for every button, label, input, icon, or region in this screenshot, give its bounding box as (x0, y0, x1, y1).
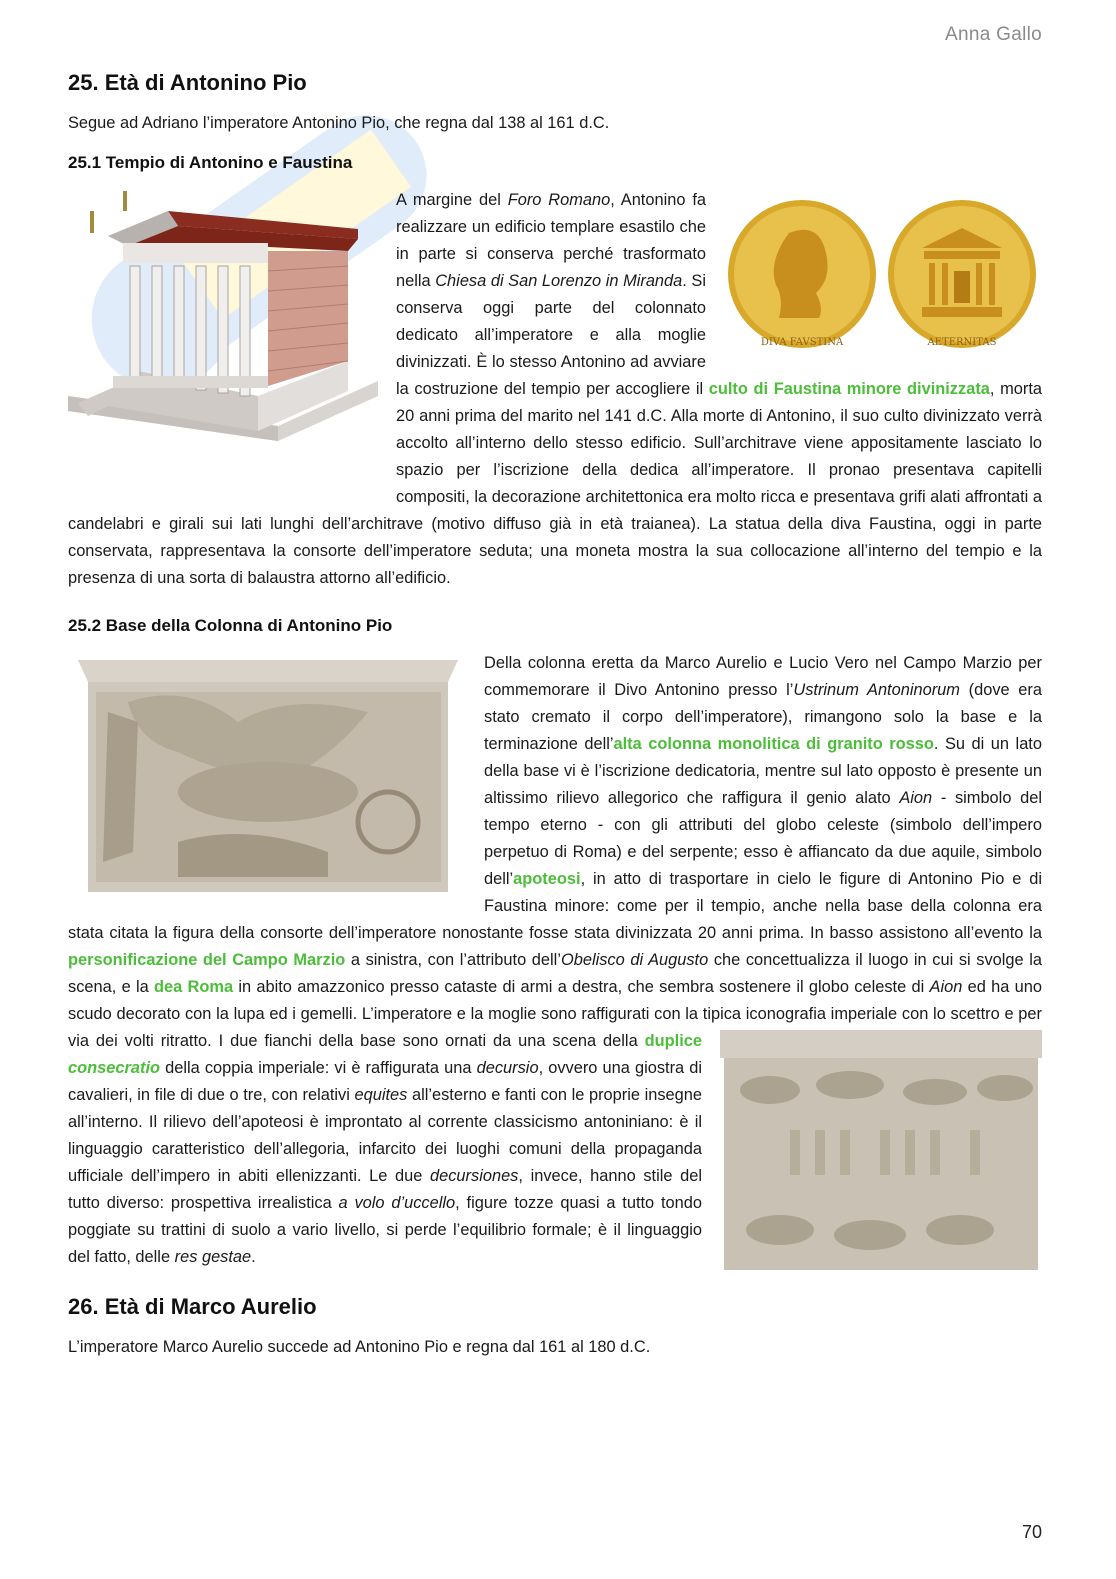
page-content (68, 62, 1042, 1369)
subsection-25-1-heading: 25.1 Tempio di Antonino e Faustina (68, 153, 353, 172)
svg-text:DIVA FAVSTINA: DIVA FAVSTINA (760, 337, 844, 348)
section-25-heading: 25. Età di Antonino Pio (68, 70, 307, 95)
faustina-coins-image (724, 193, 1042, 355)
section-26-intro: L’imperatore Marco Aurelio succede ad Antonino Pio e regna dal 161 al 180 d.C. (68, 1338, 651, 1356)
decursio-relief-image (720, 1030, 1042, 1274)
subsection-25-2-heading: 25.2 Base della Colonna di Antonino Pio (68, 616, 393, 635)
svg-text:AETERNITAS: AETERNITAS (927, 337, 997, 348)
column-paragraph: Della colonna eretta da Marco Aurelio e Lucio Vero nel Campo Marzio per commemorare il Divo Antonino presso l’Ustrinum Antoninorum (dove era stato cremato il corpo dell’imperatore), rimangono solo la base e la terminazione dell’alta colonna monolitica di granito rosso. Su di un lato della base vi è l’iscrizione dedicatoria, mentre sul lato opposto è presente un altissimo rilievo allegorico che raffigura il genio alato Aion - simbolo del tempo eterno - con gli attributi del globo celeste (simbolo dell’impero perpetuo di Roma) e del serpente; esso è affiancato da due aquile, simbolo dell’apoteosi, in atto di trasportare in cielo le figure di Antonino Pio e di Faustina minore: come per il tempio, anche nella base della colonna era stata citata la figura della consorte dell’imperatore nonostante fosse stata divinizzata 20 anni prima. In basso assistono all’evento la personificazione del Campo Marzio a sinistra, con l’attributo dell’Obelisco di Augusto che concettualizza il luogo in cui si svolge la scena, e la dea Roma in abito amazzonico presso cataste di armi a destra, che sembra sostenere il globo celeste di Aion ed ha uno scudo decorato con la lupa ed i gemelli. L’imperatore e la moglie sono raffigurati con la tipica iconografia imperiale con lo scettro e per via dei volti ritratto. I due fianchi della base sono ornati da una scena della duplice consecratio della coppia imperiale: vi è raffigurata una decursio, ovvero una giostra di cavalieri, in file di due o tre, con relativi equites all’esterno e fanti con le proprie insegne all’interno. Il rilievo dell’apoteosi è improntato al corrente classicismo antoniniano: è il linguaggio caratteristico dell’allegoria, infarcito dei luoghi comuni della propaganda ufficiale dell’impero in abiti ellenizzanti. Le due decursiones, invece, hanno stile del tutto diverso: prospettiva irrealistica a volo d’uccello, figure tozze quasi a tutto tondo poggiate su trattini di suolo a vario livello, si perde l’equilibrio formale; è il linguaggio del fatto, delle res gestae. (68, 650, 1042, 1271)
page-number: 70 (1021, 1522, 1042, 1542)
temple-paragraph: A margine del Foro Romano, Antonino fa realizzare un edificio templare esastilo che in parte si conserva perché trasformato nella Chiesa di San Lorenzo in Miranda. Si conserva oggi parte del colonnato dedicato all’imperatore e alla moglie divinizzati. È lo stesso Antonino ad avviare la costruzione del tempio per accogliere il culto di Faustina minore divinizzata, morta 20 anni prima del marito nel 141 d.C. Alla morte di Antonino, il suo culto divinizzato verrà accolto all’interno dello stesso edificio. Sull’architrave viene appositamente lasciato lo spazio per l’iscrizione della dedica all’imperatore. Il pronao presentava capitelli compositi, la decorazione architettonica era molto ricca e presentava grifi alati affrontati a candelabri e girali sui lati lunghi dell’architrave (motivo diffuso già in età traianea). La statua della diva Faustina, oggi in parte conservata, rappresentava la consorte dell’imperatore seduta; una moneta mostra la sua collocazione all’interno del tempio e la presenza di una sorta di balaustra attorno all’edificio. (68, 191, 1042, 587)
temple-illustration (68, 181, 378, 481)
section-26-heading: 26. Età di Marco Aurelio (68, 1294, 317, 1319)
author-name: Anna Gallo (944, 24, 1042, 45)
section-25-intro: Segue ad Adriano l’imperatore Antonino Pio, che regna dal 138 al 161 d.C. (68, 114, 610, 132)
column-base-relief-image (68, 652, 466, 902)
